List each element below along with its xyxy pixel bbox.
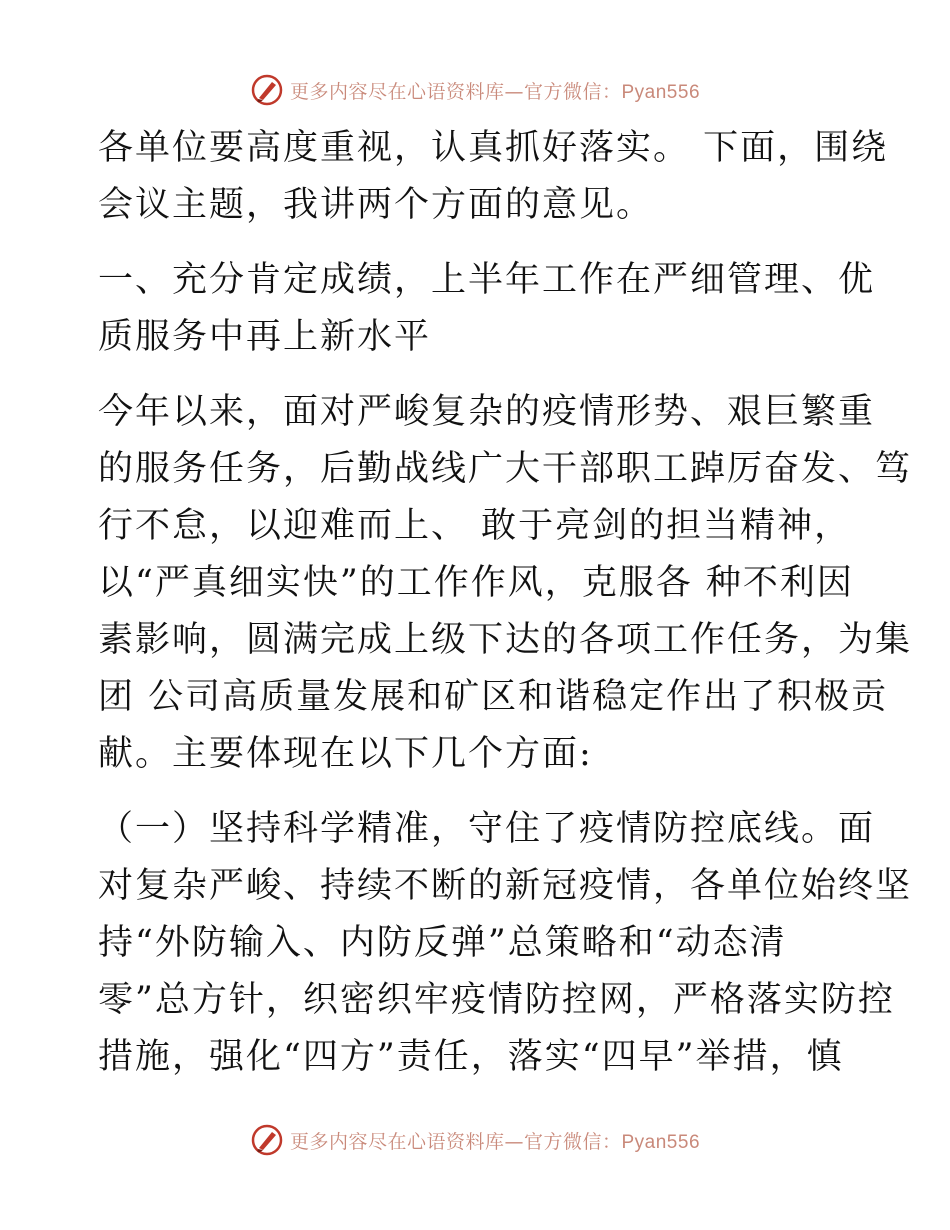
text-line: 对复杂严峻、持续不断的新冠疫情，各单位始终坚 bbox=[98, 866, 913, 906]
watermark-separator: — bbox=[504, 1130, 524, 1153]
text-line: 各单位要高度重视，认真抓好落实。 下面，围绕 bbox=[98, 128, 889, 168]
document-body bbox=[98, 120, 913, 1086]
watermark-brand: 更多内容尽在心语资料库 bbox=[289, 80, 505, 103]
text-line: 行不怠，以迎难而上、 敢于亮剑的担当精神， bbox=[98, 506, 852, 546]
paragraph bbox=[98, 801, 913, 1086]
text-line: 团 公司高质量发展和矿区和谐稳定作出了积极贡 bbox=[98, 677, 889, 717]
footer-watermark bbox=[0, 1120, 950, 1160]
text-line: 献。主要体现在以下几个方面: bbox=[98, 734, 593, 774]
watermark-wechat-label: 官方微信： bbox=[523, 1130, 622, 1153]
text-line: 以“严真细实快”的工作作风，克服各 种不利因 bbox=[98, 563, 854, 603]
text-line: 措施，强化“四方”责任，落实“四早”举措，慎 bbox=[98, 1037, 844, 1077]
watermark-wechat-id: Pyan556 bbox=[621, 1131, 701, 1153]
text-line: 的服务任务，后勤战线广大干部职工踔厉奋发、笃 bbox=[98, 449, 913, 489]
watermark-text bbox=[290, 1127, 700, 1154]
paragraph bbox=[98, 120, 889, 234]
text-line: 持“外防输入、内防反弹”总策略和“动态清 bbox=[98, 923, 787, 963]
brush-logo-icon bbox=[250, 73, 284, 107]
text-line: 质服务中再上新水平 bbox=[98, 317, 432, 357]
section-heading bbox=[98, 252, 876, 366]
text-line: 今年以来，面对严峻复杂的疫情形势、艰巨繁重 bbox=[98, 392, 876, 432]
paragraph bbox=[98, 384, 913, 783]
text-line: 素影响，圆满完成上级下达的各项工作任务，为集 bbox=[98, 620, 913, 660]
text-line: 一、充分肯定成绩，上半年工作在严细管理、优 bbox=[98, 260, 876, 300]
watermark-wechat-id: Pyan556 bbox=[621, 81, 701, 103]
text-line: （一）坚持科学精准，守住了疫情防控底线。面 bbox=[98, 809, 876, 849]
watermark-separator: — bbox=[504, 80, 524, 103]
text-line: 会议主题，我讲两个方面的意见。 bbox=[98, 185, 654, 225]
watermark-text bbox=[290, 77, 700, 104]
brush-logo-icon bbox=[250, 1123, 284, 1157]
text-line: 零”总方针，织密织牢疫情防控网，严格落实防控 bbox=[98, 980, 895, 1020]
watermark-brand: 更多内容尽在心语资料库 bbox=[289, 1130, 505, 1153]
watermark-wechat-label: 官方微信： bbox=[523, 80, 622, 103]
header-watermark bbox=[0, 70, 950, 110]
